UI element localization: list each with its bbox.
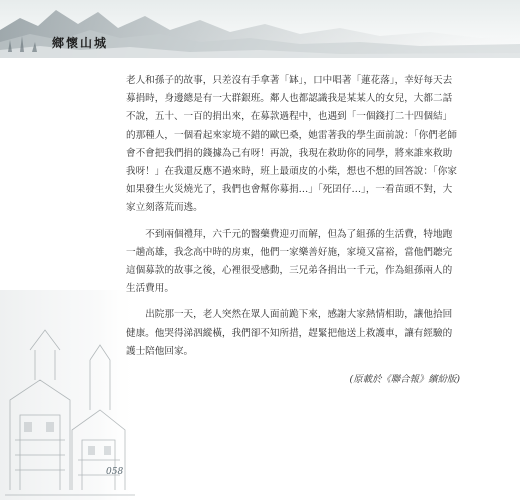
paragraph-gap: [126, 218, 460, 226]
article-body: [126, 72, 460, 389]
header-banner: [0, 0, 520, 62]
article-paragraph-2: 不到兩個禮拜，六千元的醫藥費迎刃而解，但為了組孫的生活費，特地跑一趟高雄，我念高中時的房東，他們一家樂善好施，家境又富裕，當他們聽完這個募款的故事之後，心裡很受感動，三兄弟各捐出一千元，作為組孫兩人的生活費用。: [126, 228, 453, 295]
header-title: 鄉懷山城: [52, 36, 109, 50]
source-citation: (原載於《聯合報》繽紛版): [349, 374, 460, 386]
article-paragraph-3: 出院那一天，老人突然在眾人面前跪下來，感謝大家熱情相助，讓他拾回健康。他哭得涕泗縱橫，我們卻不知所措，趕緊把他送上救護車，讓有經驗的護士陪他回家。: [126, 309, 453, 357]
article-paragraph-1: 老人和孫子的故事，只差沒有手拿著「缽」，口中唱著「蓮花落」，幸好每天去募捐時，身邊總是有一大群銀班。鄰人也都認識我是某某人的女兒，大都二話不說，五十、一百的捐出來，在募款過程中，也遇到「一個錢打二十四個結」的那種人，一個看起來家境不錯的歐巴桑，她雷著我的學生面前說：「你們老師會不會把我們捐的錢據為己有呀！再說，我現在救助你的同學，將來誰來救助我呀！」在我還反應不過來時，班上最頑皮的小柴，想也不想的回答說：「你家如果發生火災燒光了，我們也會幫你募捐…」「死囝仔…」，一看苗頭不對，大家立刻落荒而逃。: [126, 75, 457, 214]
page-number: 058: [106, 467, 124, 477]
mountain-landscape-art: [0, 0, 520, 62]
paragraph-gap: [126, 298, 460, 306]
